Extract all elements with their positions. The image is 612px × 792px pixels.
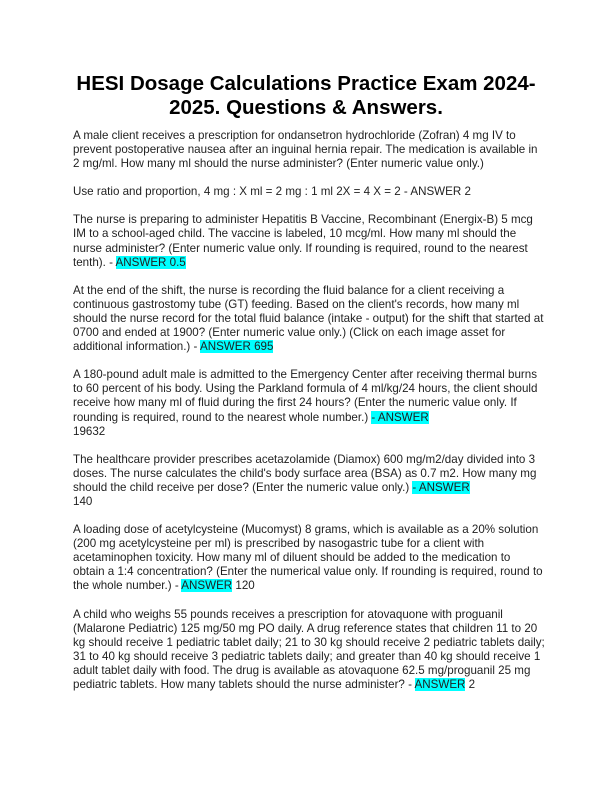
answer-highlight: - ANSWER xyxy=(412,480,470,494)
question-4-text: A 180-pound adult male is admitted to the Emergency Center after receiving thermal burns to 60 percent of his body. Using the Parkland formula of 4 ml/kg/24 hours, the client should receive how many ml of fluid during the first 24 hours? (Enter the numeric value only. If rounding is required, round to the nearest whole number.) xyxy=(73,368,538,424)
qa-content xyxy=(73,129,545,706)
answer-highlight: - ANSWER xyxy=(371,410,429,424)
question-1: A male client receives a prescription for ondansetron hydrochloride (Zofran) 4 mg IV to prevent postoperative nausea after an inguinal hernia repair. The medication is available in 2 mg/ml. How many ml should the nurse administer? (Enter numeric value only.) xyxy=(73,129,538,171)
question-2-text: The nurse is preparing to administer Hepatitis B Vaccine, Recombinant (Energix-B) 5 mcg IM to a school-aged child. The vaccine is labeled, 10 mcg/ml. How many ml should the nurse administer? (Enter numeric value only. If rounding is required, round to the nearest tenth). - xyxy=(73,213,533,269)
answer-value: 19632 xyxy=(73,424,106,438)
question-6 xyxy=(73,523,545,593)
question-7 xyxy=(73,608,545,693)
answer-highlight: ANSWER xyxy=(414,678,466,691)
question-3 xyxy=(73,284,545,354)
answer-value: 140 xyxy=(73,494,93,508)
page-title: HESI Dosage Calculations Practice Exam 2024-2025. Questions & Answers. xyxy=(76,72,536,119)
explanation-1: Use ratio and proportion, 4 mg : X ml = 2 mg : 1 ml 2X = 4 X = 2 - ANSWER 2 xyxy=(73,185,471,199)
question-5 xyxy=(73,453,545,509)
question-3-text: At the end of the shift, the nurse is recording the fluid balance for a client receiving a continuous gastrostomy tube (GT) feeding. Based on the client's records, how many ml should the nurse record for the total fluid balance (intake - output) for the shift that started at 0700 and ended at 1900? (Enter numeric value only.) (Click on each image asset for additional information.) - xyxy=(73,283,544,354)
question-4 xyxy=(73,368,545,438)
question-7-text: A child who weighs 55 pounds receives a prescription for atovaquone with proguanil (Malarone Pediatric) 125 mg/50 mg PO daily. A drug reference states that children 11 to 20 kg should receive 1 pediatric tablet daily; 21 to 30 kg should receive 2 pediatric tablets daily; 31 to 40 kg should receive 3 pediatric tablets daily; and greater than 40 kg should receive 1 adult tablet daily with food. The drug is available as atovaquone 62.5 mg/proguanil 25 mg pediatric tablets. How many tablets should the nurse administer? - xyxy=(73,607,545,691)
answer-highlight: ANSWER xyxy=(181,579,233,593)
question-6-text: A loading dose of acetylcysteine (Mucomyst) 8 grams, which is available as a 20% solution (200 mg acetylcysteine per ml) is prescribed by nasogastric tube for a client with acetaminophen toxicity. How many ml of diluent should be added to the medication to obtain a 1:4 concentration? (Enter the numerical value only. If rounding is required, round to the whole number.) - xyxy=(73,523,543,593)
answer-highlight: ANSWER 0.5 xyxy=(115,255,186,269)
question-5-text: The healthcare provider prescribes acetazolamide (Diamox) 600 mg/m2/day divided into 3 doses. The nurse calculates the child's body surface area (BSA) as 0.7 m2. How many mg should the child receive per dose? (Enter the numeric value only.) xyxy=(73,452,537,494)
answer-value: 2 xyxy=(465,678,476,691)
answer-value: 120 xyxy=(232,579,255,593)
answer-highlight: ANSWER 695 xyxy=(199,340,274,354)
question-2 xyxy=(73,213,545,269)
